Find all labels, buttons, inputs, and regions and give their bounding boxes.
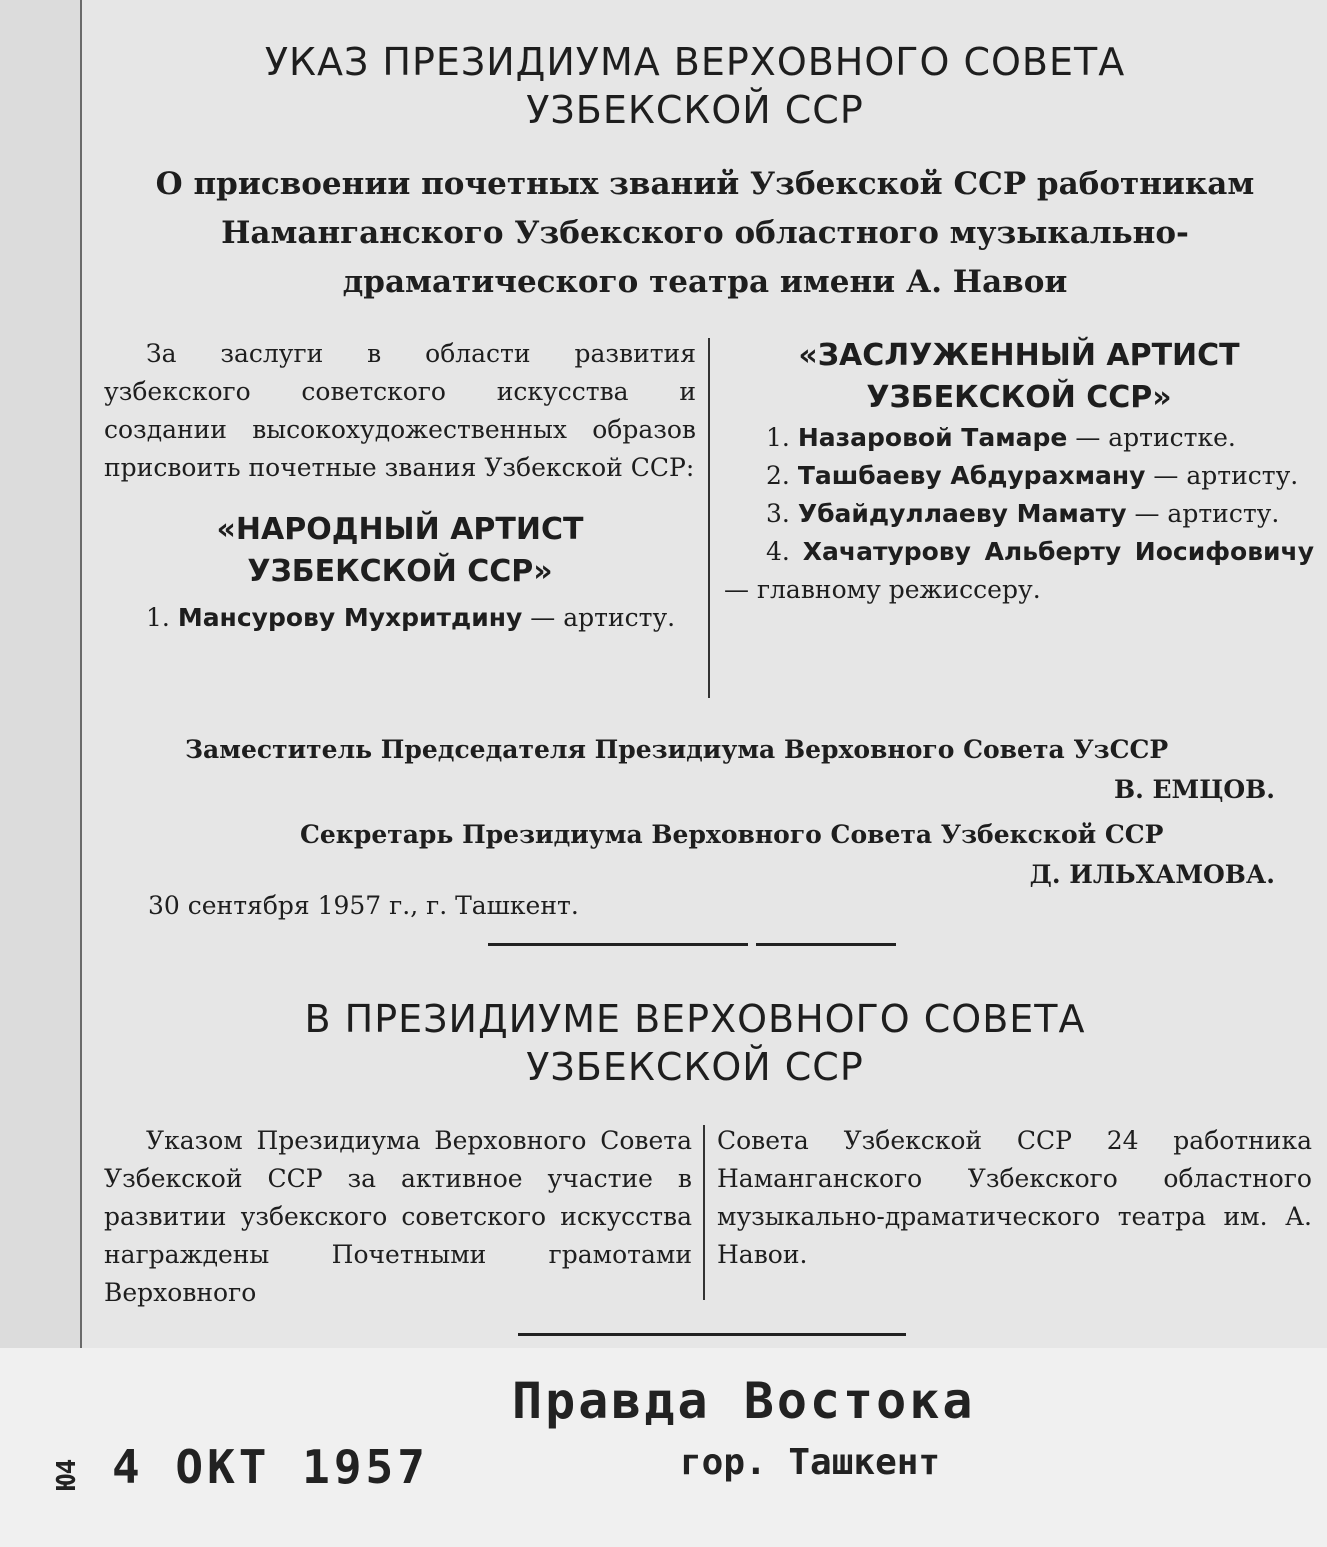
decree-right-column [724,335,1314,609]
honored-artist-item [724,533,1314,609]
decree-subtitle [100,160,1310,307]
presidium-right-column [717,1122,1312,1274]
newspaper-city: гор. Ташкент [680,1442,941,1483]
decree-left-column [104,335,696,637]
item-name: Мансурову Мухритдину [177,603,523,632]
honored-artist-item [724,419,1314,457]
decree-heading-line2: УЗБЕКСКОЙ ССР [526,88,864,132]
people-artist-item [104,599,696,637]
item-role: — артисту. [530,603,676,632]
item-name: Назаровой Тамаре [797,423,1068,452]
item-number: 4. [766,537,790,566]
decree-subtitle-line2: Наманганского Узбекского областного музыкально- [221,215,1189,251]
stamp-side-mark: Ю4 [52,1458,82,1490]
honored-artist-item [724,495,1314,533]
signatory1-title: Заместитель Председателя Президиума Верховного Совета УзССР [185,735,1169,764]
decree-heading-line1: УКАЗ ПРЕЗИДИУМА ВЕРХОВНОГО СОВЕТА [264,40,1126,84]
presidium-text-col1: Указом Президиума Верховного Совета Узбекской ССР за активное участие в развитии узбекского советского искусства награждены Почетными грамотами Верховного [104,1126,692,1307]
item-number: 1. [146,603,170,632]
newspaper-name: Правда Востока [512,1372,976,1430]
item-name: Убайдуллаеву Мамату [797,499,1127,528]
honored-artist-title-line1: «ЗАСЛУЖЕННЫЙ АРТИСТ [798,338,1240,373]
people-artist-title-line2: УЗБЕКСКОЙ ССР» [247,554,553,589]
divider-line [756,943,896,946]
decree-subtitle-line3: драматического театра имени А. Навои [342,264,1068,300]
presidium-text-col2: Совета Узбекской ССР 24 работника Наманганского Узбекского областного музыкально-драматического театра им. А. Навои. [717,1126,1312,1269]
column-divider [708,338,710,698]
honored-artist-title-line2: УЗБЕКСКОЙ ССР» [866,380,1172,415]
item-role: — главному режиссеру. [724,575,1041,604]
decree-date-place: 30 сентября 1957 г., г. Ташкент. [148,891,579,920]
presidium-left-column [104,1122,692,1312]
divider-line [518,1333,906,1336]
issue-date-stamp: 4 ОКТ 1957 [112,1440,429,1494]
signatory2-name: Д. ИЛЬХАМОВА. [1029,860,1275,889]
honored-artist-item [724,457,1314,495]
decree-subtitle-line1: О присвоении почетных званий Узбекской ССР работникам [155,166,1255,202]
divider-line [488,943,748,946]
item-number: 1. [766,423,790,452]
presidium-heading-line1: В ПРЕЗИДИУМЕ ВЕРХОВНОГО СОВЕТА [304,997,1086,1041]
item-number: 2. [766,461,790,490]
column-divider [703,1125,705,1300]
decree-intro: За заслуги в области развития узбекского советского искусства и создании высокохудожественных образов присвоить почетные звания Узбекской ССР: [104,339,696,482]
item-number: 3. [766,499,790,528]
item-role: — артисту. [1134,499,1280,528]
people-artist-title-line1: «НАРОДНЫЙ АРТИСТ [216,512,584,547]
item-name: Хачатурову Альберту Иосифовичу [802,537,1314,566]
presidium-heading-line2: УЗБЕКСКОЙ ССР [526,1045,864,1089]
item-role: — артистке. [1075,423,1236,452]
item-name: Ташбаеву Абдурахману [797,461,1146,490]
item-role: — артисту. [1153,461,1299,490]
signatory1-name: В. ЕМЦОВ. [1113,775,1275,804]
signatory2-title: Секретарь Президиума Верховного Совета Узбекской ССР [300,820,1164,849]
